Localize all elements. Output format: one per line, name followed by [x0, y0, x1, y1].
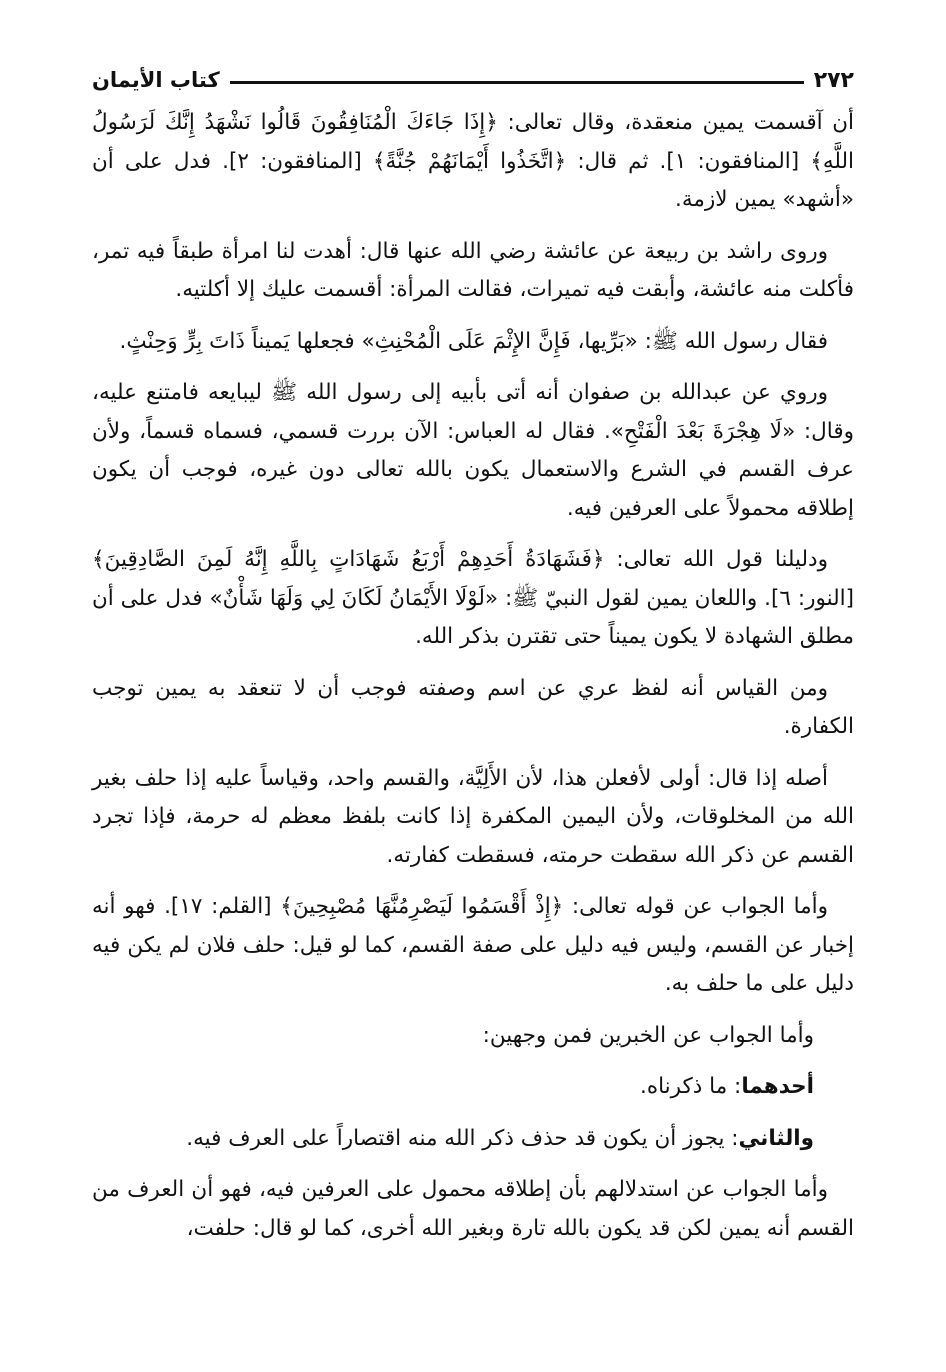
paragraph-7: [92, 760, 854, 876]
paragraph-9: [92, 1017, 854, 1056]
paragraph-text: وروى راشد بن ربيعة عن عائشة رضي الله عنها قال: أهدت لنا امرأة طبقاً فيه تمر، فأكلت منه عائشة، وأبقت فيه تميرات، فقالت المرأة: أقسمت عليك إلا أكلتيه.: [92, 238, 854, 302]
paragraph-6: [92, 670, 854, 747]
book-title: كتاب الأيمان: [92, 68, 220, 92]
paragraph-text: : ما ذكرناه.: [640, 1074, 742, 1099]
book-page: [92, 62, 854, 1352]
paragraph-text: : يجوز أن يكون قد حذف ذكر الله منه اقتصاراً على العرف فيه.: [186, 1125, 739, 1151]
paragraph-lead-word: والثاني: [738, 1125, 814, 1151]
page-body: [92, 104, 854, 1248]
paragraph-8: [92, 888, 854, 1004]
paragraph-text: ومن القياس أنه لفظ عري عن اسم وصفته فوجب أن لا تنعقد به يمين توجب الكفارة.: [92, 675, 854, 739]
paragraph-text: فقال رسول الله ﷺ: «بَرِّيها، فَإِنَّ الإِثْمَ عَلَى الْمُحْنِثِ» فجعلها يَميناً ذَاتَ بِرٍّ وَحِنْثٍ.: [119, 328, 828, 354]
paragraph-text: أن آقسمت يمين منعقدة، وقال تعالى: ﴿إِذَا جَاءَكَ الْمُنَافِقُونَ قَالُوا نَشْهَدُ إِنَّكَ لَرَسُولُ اللَّهِ﴾ [المنافقون: ١]. ثم قال: ﴿اتَّخَذُوا أَيْمَانَهُمْ جُنَّةً﴾ [المنافقون: ٢]. فدل على أن «أشهد» يمين لازمة.: [92, 110, 854, 212]
paragraph-3: [92, 323, 854, 362]
paragraph-lead-word: أحدهما: [741, 1074, 814, 1099]
header-rule: [230, 81, 804, 84]
paragraph-1: [92, 104, 854, 220]
paragraph-text: أصله إذا قال: أولى لأفعلن هذا، لأن الأَلِيَّة، والقسم واحد، وقياساً عليه إذا حلف بغير الله من المخلوقات، ولأن اليمين المكفرة إذا كانت بلفظ معظم له حرمة، فإذا تجرد القسم عن ذكر الله سقطت حرمته، فسقطت كفارته.: [92, 765, 854, 868]
paragraph-5: [92, 541, 854, 657]
paragraph-12: [92, 1171, 854, 1248]
paragraph-text: وأما الجواب عن الخبرين فمن وجهين:: [482, 1022, 814, 1048]
paragraph-11: [92, 1120, 854, 1159]
paragraph-10: [92, 1068, 854, 1107]
paragraph-text: وأما الجواب عن قوله تعالى: ﴿إِذْ أَقْسَمُوا لَيَصْرِمُنَّهَا مُصْبِحِينَ﴾ [القلم: ١٧]. فهو أنه إخبار عن القسم، وليس فيه دليل على صفة القسم، كما لو قيل: حلف فلان لم يكن فيه دليل على ما حلف به.: [92, 894, 854, 996]
paragraph-2: [92, 233, 854, 310]
page-header: [92, 62, 854, 98]
paragraph-4: [92, 374, 854, 528]
paragraph-text: وروي عن عبدالله بن صفوان أنه أتى بأبيه إلى رسول الله ﷺ ليبايعه فامتنع عليه، وقال: «لَا هِجْرَةَ بَعْدَ الْفَتْحِ». فقال له العباس: الآن بررت قسمي، فسماه قسماً، ولأن عرف القسم في الشرع والاستعمال يكون بالله تعالى دون غيره، فوجب أن يكون إطلاقه محمولاً على العرفين فيه.: [92, 380, 854, 521]
paragraph-text: ودليلنا قول الله تعالى: ﴿فَشَهَادَةُ أَحَدِهِمْ أَرْبَعُ شَهَادَاتٍ بِاللَّهِ إِنَّهُ لَمِنَ الصَّادِقِينَ﴾ [النور: ٦]. واللعان يمين لقول النبيّ ﷺ: «لَوْلَا الأَيْمَانُ لَكَانَ لِي وَلَهَا شَأْنٌ» فدل على أن مطلق الشهادة لا يكون يميناً حتى تقترن بذكر الله.: [92, 547, 855, 649]
paragraph-text: وأما الجواب عن استدلالهم بأن إطلاقه محمول على العرفين فيه، فهو أن العرف من القسم أنه يمين لكن قد يكون بالله تارة وبغير الله أخرى، كما لو قال: حلفت،: [92, 1177, 854, 1241]
page-number: ٢٧٢: [813, 67, 854, 93]
